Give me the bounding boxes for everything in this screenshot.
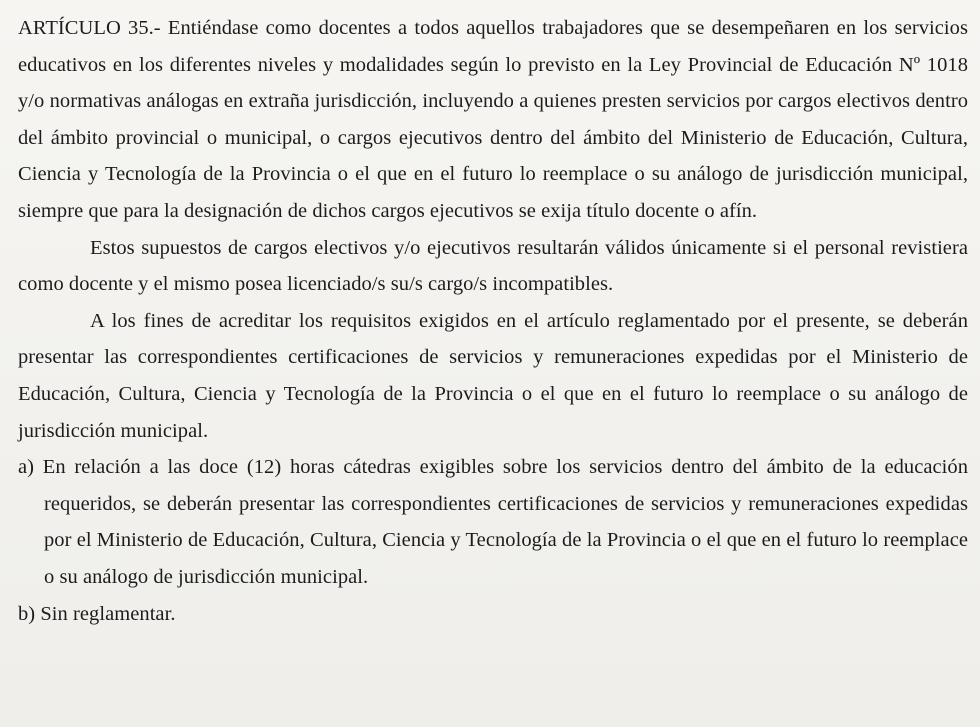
electivos-paragraph: Estos supuestos de cargos electivos y/o ejecutivos resultarán válidos únicamente si el personal revistiera como docente y el mismo posea licenciado/s su/s cargo/s incompatibles. — [18, 236, 968, 296]
item-b: b) Sin reglamentar. — [18, 602, 176, 625]
document-body — [18, 10, 968, 632]
article-35-paragraph: ARTÍCULO 35.- Entiéndase como docentes a todos aquellos trabajadores que se desempeñaren en los servicios educativos en los diferentes niveles y modalidades según lo previsto en la Ley Provincial de Educación Nº 1018 y/o normativas análogas en extraña jurisdicción, incluyendo a quienes presten servicios por cargos electivos dentro del ámbito provincial o municipal, o cargos ejecutivos dentro del ámbito del Ministerio de Educación, Cultura, Ciencia y Tecnología de la Provincia o el que en el futuro lo reemplace o su análogo de jurisdicción municipal, siempre que para la designación de dichos cargos ejecutivos se exija título docente o afín. — [18, 17, 968, 222]
item-a: a) En relación a las doce (12) horas cátedras exigibles sobre los servicios dentro del ámbito de la educación requeridos, se deberán presentar las correspondientes certificaciones de servicios y remuneraciones expedidas por el Ministerio de Educación, Cultura, Ciencia y Tecnología de la Provincia o el que en el futuro lo reemplace o su análogo de jurisdicción municipal. — [18, 456, 968, 588]
acreditar-paragraph: A los fines de acreditar los requisitos exigidos en el artículo reglamentado por el presente, se deberán presentar las correspondientes certificaciones de servicios y remuneraciones expedidas por el Ministerio de Educación, Cultura, Ciencia y Tecnología de la Provincia o el que en el futuro lo reemplace o su análogo de jurisdicción municipal. — [18, 309, 968, 442]
